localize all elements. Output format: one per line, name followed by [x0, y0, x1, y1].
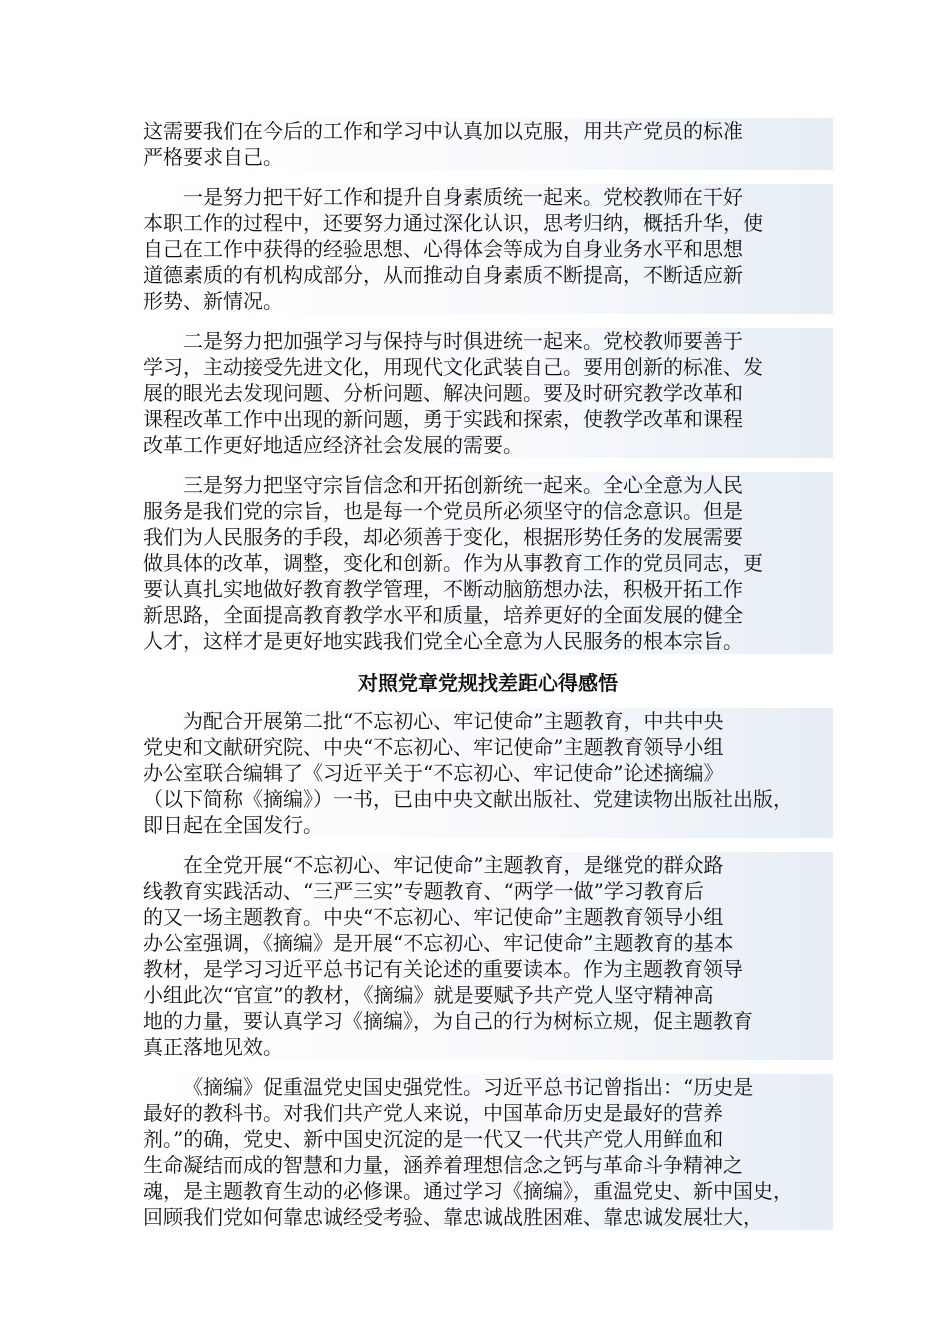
text-line: 形势、新情况。: [143, 288, 833, 314]
text-line: 生命凝结而成的智慧和力量，涵养着理想信念之钙与革命斗争精神之: [143, 1152, 833, 1178]
text-line: 一是努力把干好工作和提升自身素质统一起来。党校教师在干好: [143, 184, 833, 210]
text-line: 严格要求自己。: [143, 144, 833, 170]
text-line: 回顾我们党如何靠忠诚经受考验、靠忠诚战胜困难、靠忠诚发展壮大，: [143, 1204, 833, 1230]
text-line: 线教育实践活动、“三严三实”专题教育、“两学一做”学习教育后: [143, 878, 833, 904]
text-line: 的又一场主题教育。中央“不忘初心、牢记使命”主题教育领导小组: [143, 904, 833, 930]
text-line: （以下简称《摘编》）一书，已由中央文献出版社、党建读物出版社出版，: [143, 786, 833, 812]
text-line: 为配合开展第二批“不忘初心、牢记使命”主题教育，中共中央: [143, 708, 833, 734]
text-line: 道德素质的有机构成部分，从而推动自身素质不断提高，不断适应新: [143, 262, 833, 288]
text-line: 《摘编》促重温党史国史强党性。习近平总书记曾指出：“历史是: [143, 1074, 833, 1100]
paragraph: [143, 852, 833, 1060]
text-line: 教材，是学习习近平总书记有关论述的重要读本。作为主题教育领导: [143, 956, 833, 982]
text-line: 办公室联合编辑了《习近平关于“不忘初心、牢记使命”论述摘编》: [143, 760, 833, 786]
body-text-section-1: [143, 118, 833, 654]
text-line: 在全党开展“不忘初心、牢记使命”主题教育，是继党的群众路: [143, 852, 833, 878]
paragraph: [143, 118, 833, 170]
text-line: 地的力量，要认真学习《摘编》，为自己的行为树标立规，促主题教育: [143, 1008, 833, 1034]
text-line: 展的眼光去发现问题、分析问题、解决问题。要及时研究教学改革和: [143, 380, 833, 406]
text-line: 我们为人民服务的手段，却必须善于变化，根据形势任务的发展需要: [143, 524, 833, 550]
text-line: 人才，这样才是更好地实践我们党全心全意为人民服务的根本宗旨。: [143, 628, 833, 654]
section-heading: 对照党章党规找差距心得感悟: [358, 671, 618, 695]
text-line: 办公室强调，《摘编》是开展“不忘初心、牢记使命”主题教育的基本: [143, 930, 833, 956]
text-line: 魂，是主题教育生动的必修课。通过学习《摘编》，重温党史、新中国史，: [143, 1178, 833, 1204]
text-line: 即日起在全国发行。: [143, 812, 833, 838]
paragraph: [143, 1074, 833, 1230]
text-line: 二是努力把加强学习与保持与时俱进统一起来。党校教师要善于: [143, 328, 833, 354]
text-line: 剂。”的确，党史、新中国史沉淀的是一代又一代共产党人用鲜血和: [143, 1126, 833, 1152]
text-line: 服务是我们党的宗旨，也是每一个党员所必须坚守的信念意识。但是: [143, 498, 833, 524]
text-line: 这需要我们在今后的工作和学习中认真加以克服，用共产党员的标准: [143, 118, 833, 144]
paragraph: [143, 184, 833, 314]
text-line: 本职工作的过程中，还要努力通过深化认识，思考归纳，概括升华，使: [143, 210, 833, 236]
text-line: 自己在工作中获得的经验思想、心得体会等成为自身业务水平和思想: [143, 236, 833, 262]
text-line: 最好的教科书。对我们共产党人来说，中国革命历史是最好的营养: [143, 1100, 833, 1126]
text-line: 党史和文献研究院、中央“不忘初心、牢记使命”主题教育领导小组: [143, 734, 833, 760]
paragraph: [143, 328, 833, 458]
text-line: 小组此次“官宣”的教材，《摘编》就是要赋予共产党人坚守精神高: [143, 982, 833, 1008]
text-line: 学习，主动接受先进文化，用现代文化武装自己。要用创新的标准、发: [143, 354, 833, 380]
text-line: 课程改革工作中出现的新问题，勇于实践和探索，使教学改革和课程: [143, 406, 833, 432]
paragraph: [143, 472, 833, 654]
document-page: [143, 118, 833, 1244]
text-line: 要认真扎实地做好教育教学管理，不断动脑筋想办法，积极开拓工作: [143, 576, 833, 602]
paragraph: [143, 708, 833, 838]
text-line: 新思路，全面提高教育教学水平和质量，培养更好的全面发展的健全: [143, 602, 833, 628]
body-text-section-2: [143, 708, 833, 1230]
text-line: 做具体的改革，调整，变化和创新。作为从事教育工作的党员同志，更: [143, 550, 833, 576]
text-line: 三是努力把坚守宗旨信念和开拓创新统一起来。全心全意为人民: [143, 472, 833, 498]
text-line: 真正落地见效。: [143, 1034, 833, 1060]
text-line: 改革工作更好地适应经济社会发展的需要。: [143, 432, 833, 458]
